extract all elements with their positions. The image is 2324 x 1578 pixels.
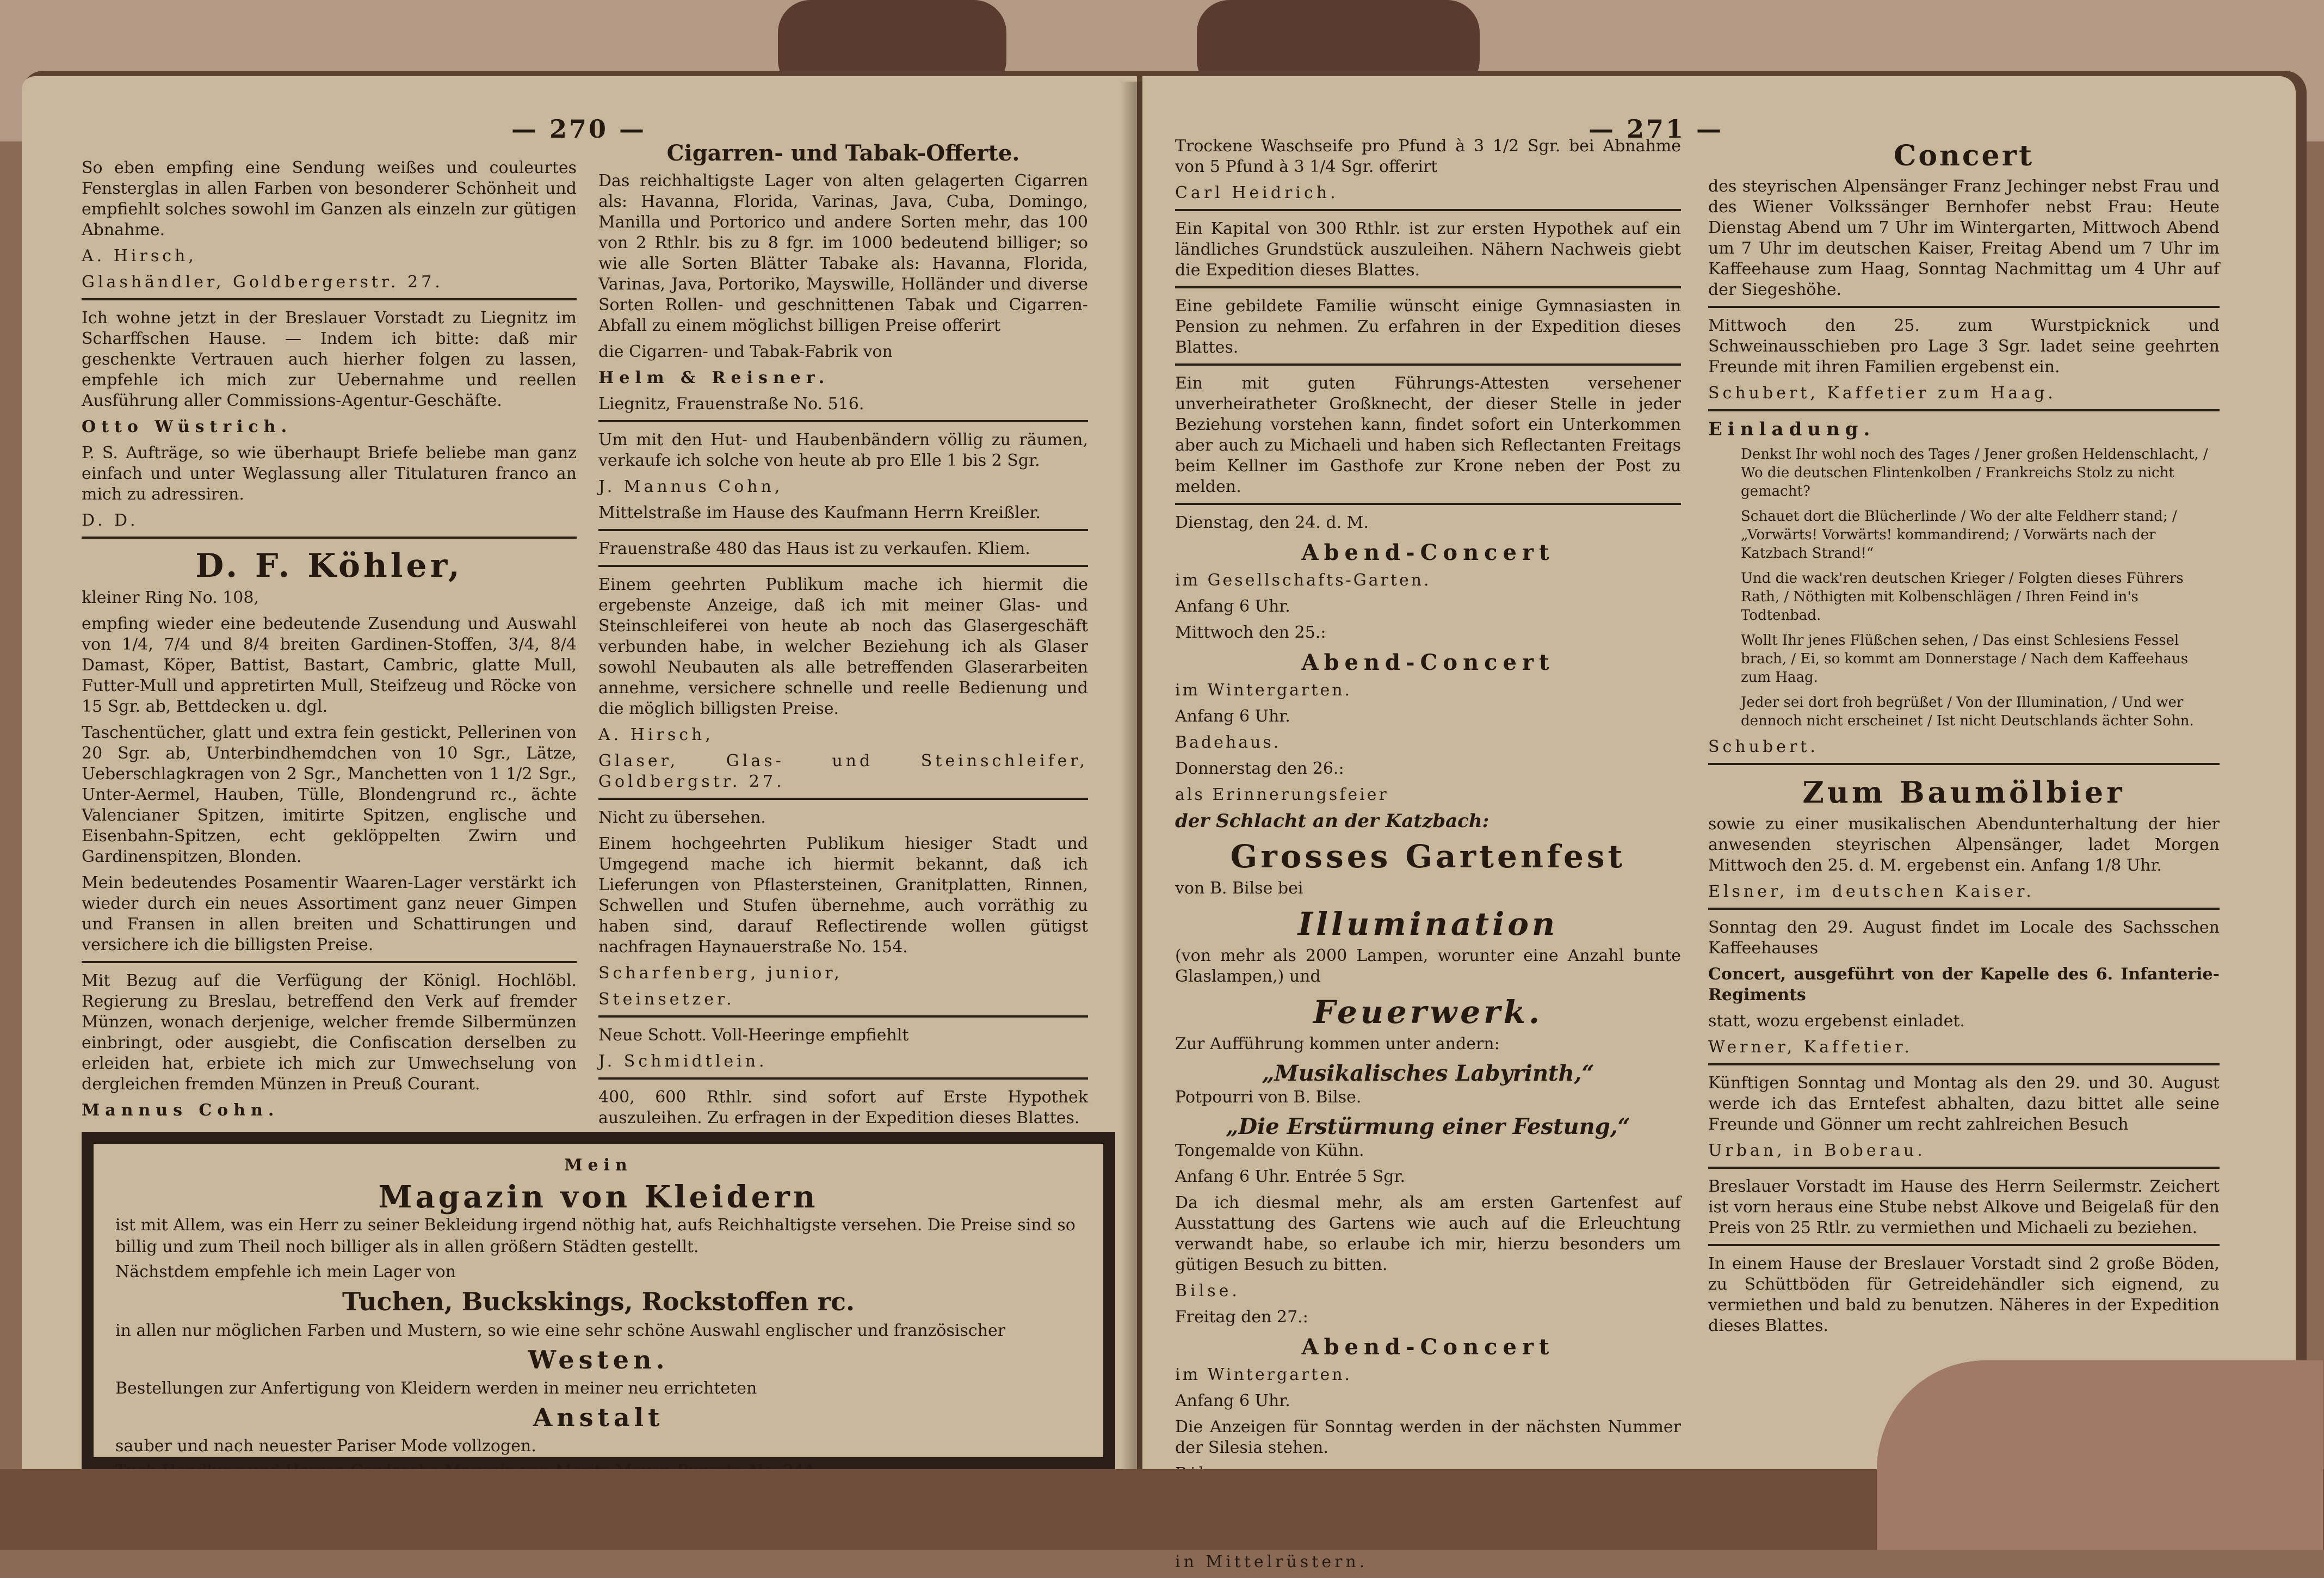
poem-stanza-5: Jeder sei dort froh begrüßet / Von der Illumination, / Und wer dennoch nicht erscheinet / Ist nicht Deutschlands ächter Sohn. — [1741, 694, 2194, 729]
clothing-ad-text-3: in allen nur möglichen Farben und Mustern, so wie eine sehr schöne Auswahl englischer und französischer — [115, 1321, 1006, 1340]
concert-3-note: Da ich diesmal mehr, als am ersten Gartenfest auf Ausstattung des Gartens wie auch auf die Erleuchtung verwandt habe, so erlaube ich mir, hierzu besonders um gütigen Besuch zu bitten. — [1175, 1193, 1681, 1274]
glass-ad: So eben empfing eine Sendung weißes und couleurtes Fensterglas in allen Farben von besonderer Schönheit und empfiehlt solches sowohl im Ganzen als einzeln zur gütigen Abnahme. — [82, 158, 577, 239]
concert-3-date: Donnerstag den 26.: — [1175, 759, 1344, 778]
concert-3-line-8: Zur Aufführung kommen unter andern: — [1175, 1034, 1500, 1053]
concert-4-date: Freitag den 27.: — [1175, 1308, 1308, 1327]
concert-2-date: Mittwoch den 25.: — [1175, 623, 1326, 642]
sunday-concert-title: Concert, ausgeführt von der Kapelle des 6. Infanterie-Regiments — [1708, 965, 2220, 1004]
moving-notice: Ich wohne jetzt in der Breslauer Vorstadt zu Liegnitz im Scharffschen Hause. — Indem ich bitte: daß mir geschenkte Vertrauen auch hierher folgen zu lassen, empfehle ich mich zur Uebernahme und reellen Ausführung aller Commissions-Agentur-Geschäfte. — [82, 309, 577, 410]
divider — [1708, 1244, 2220, 1246]
soap-ad-signature: Carl Heidrich. — [1175, 183, 1339, 202]
koehler-ad-text-3: Mein bedeutendes Posamentir Waaren-Lager verstärkt ich wieder durch ein neues Assortiment ganz neuer Gimpen und Fransen in allen breiten und Schattirungen und versichere ich die billigsten Preise. — [82, 873, 577, 954]
page-number-right: — 271 — — [1589, 114, 1724, 144]
poem-stanza-1: Denkst Ihr wohl noch des Tages / Jener großen Heldenschlacht, / Wo die deutschen Flintenkolben / Frankreichs Stolz zu nicht gemacht? — [1741, 446, 2208, 500]
moving-notice-ps-signature: D. D. — [82, 511, 139, 530]
poem-stanza-4: Wollt Ihr jenes Flüßchen sehen, / Das einst Schlesiens Fessel brach, / Ei, so kommt am Donnerstage / Nach dem Kaffeehaus zum Haag. — [1741, 632, 2189, 686]
concert-4-time: Anfang 6 Uhr. — [1175, 1391, 1290, 1410]
concert-4-place: im Wintergarten. — [1175, 1365, 1352, 1384]
garden-festival-title: Grosses Gartenfest — [1230, 838, 1626, 875]
beer-ad-title: Zum Baumölbier — [1802, 775, 2125, 810]
glazier-ad: Einem geehrten Publikum mache ich hiermit die ergebenste Anzeige, daß ich mit meiner Glas- und Steinschleiferei von heute ab noch das Glasergeschäft verbunden habe, in welcher Beziehung ich als Glaser sowohl Neubauten als alle betreffenden Glaserarbeiten annehme, versichere schnelle und reelle Bedienung und die möglich billigsten Preise. — [598, 575, 1088, 718]
herring-ad-signature: J. Schmidtlein. — [598, 1052, 768, 1071]
invitation-poem — [1741, 445, 2220, 730]
capital-ad: Ein Kapital von 300 Rthlr. ist zur ersten Hypothek auf ein ländliches Grundstück auszuleihen. Nähern Nachweis giebt die Expedition dieses Blattes. — [1175, 219, 1681, 280]
divider — [1175, 286, 1681, 288]
divider — [598, 565, 1088, 567]
loft-rent-ad: In einem Hause der Breslauer Vorstadt sind 2 große Böden, zu Schüttböden für Getreidehändler sich eignend, zu vermiethen und bald zu benutzen. Näheres in der Expedition dieses Blattes. — [1708, 1254, 2220, 1335]
right-column-2 — [1708, 136, 2220, 1342]
clothing-ad-title: Magazin von Kleidern — [378, 1179, 819, 1215]
concert-1-time: Anfang 6 Uhr. — [1175, 597, 1290, 616]
mortgage-ad: 400, 600 Rthlr. sind sofort auf Erste Hypothek auszuleihen. Zu erfragen in der Expedition dieses Blattes. — [598, 1088, 1088, 1127]
right-column-1 — [1175, 136, 1681, 1578]
divider — [598, 529, 1088, 531]
hand-holding-book — [1877, 1360, 2323, 1550]
house-sale: Frauenstraße 480 das Haus ist zu verkaufen. Kliem. — [598, 539, 1030, 558]
divider — [82, 298, 577, 300]
clothing-ad-vests: Westen. — [528, 1345, 669, 1374]
divider — [1175, 363, 1681, 366]
concert-2-title: Abend-Concert — [1301, 650, 1555, 675]
concert-4-title: Abend-Concert — [1301, 1334, 1555, 1360]
concert-2-place: im Wintergarten. — [1175, 681, 1352, 700]
koehler-address: kleiner Ring No. 108, — [82, 588, 259, 607]
coin-exchange-ad: Mit Bezug auf die Verfügung der Königl. Hochlöbl. Regierung zu Breslau, betreffend den Verk auf fremder Münzen, wonach derjenige, welcher fremde Silbermünzen einbringt, oder ausgiebt, die Confiscation derselben zu erleiden hat, erbiete ich mich zur Umwechselung von dergleichen fremden Münzen in Preuß Courant. — [82, 971, 577, 1094]
glass-ad-address: Glashändler, Goldbergerstr. 27. — [82, 273, 443, 292]
cigar-offer-text: Das reichhaltigste Lager von alten gelagerten Cigarren als: Havanna, Florida, Varinas, Java, Cuba, Domingo, Manilla und Portorico und andere Sorten mehr, das 100 von 2 Rthlr. bis zu 8 fgr. im 1000 bedeutend billiger; so wie alle Sorten Blätter Tabake als: Havanna, Florida, Varinas, Java, Portoriko, Mayswille, Holländer und diverse Sorten Rollen- und geschnittenen Tabak und Cigarren-Abfall zu einem möglichst billigen Preise offerirt — [598, 171, 1088, 335]
sausage-picnic-signature: Schubert, Kaffetier zum Haag. — [1708, 384, 2056, 403]
divider — [1708, 409, 2220, 411]
concert-ad-title: Concert — [1893, 139, 2035, 172]
divider — [1708, 908, 2220, 910]
ribbon-sale-signature: J. Mannus Cohn, — [598, 477, 783, 496]
clothing-ad-box — [82, 1132, 1115, 1469]
concert-2-time: Anfang 6 Uhr. — [1175, 707, 1290, 726]
cigar-offer-company: Helm & Reisner. — [598, 368, 830, 387]
concert-1-date: Dienstag, den 24. d. M. — [1175, 513, 1369, 532]
sunday-concert-text: statt, wozu ergebenst einladet. — [1708, 1012, 1965, 1031]
concert-3-line-2: der Schlacht an der Katzbach: — [1175, 810, 1489, 832]
not-to-miss-title: Nicht zu übersehen. — [598, 808, 766, 827]
page-number-left: — 270 — — [511, 114, 647, 144]
koehler-ad-text: empfing wieder eine bedeutende Zusendung und Auswahl von 1/4, 7/4 und 8/4 breiten Gardinen-Stoffen, 3/4, 8/4 Damast, Köper, Battist, Bastart, Cambric, glatte Mull, Futter-Mull und appretirten Mull, Steifzeug und Röcke von 15 Sgr. ab, Bettdecken u. dgl. — [82, 614, 577, 716]
concert-3-line-4: von B. Bilse bei — [1175, 879, 1303, 898]
left-column-1 — [82, 158, 577, 1126]
alpine-singers-ad: des steyrischen Alpensänger Franz Jechinger nebst Frau und des Wiener Volkssänger Bernhofer nebst Frau: Heute Dienstag Abend um 7 Uhr im Wintergarten, Mittwoch Abend um 7 Uhr im deutschen Kaiser, Freitag Abend um 7 Uhr im Kaffeehause zum Haag, Sonntag Nachmittag um 4 Uhr auf der Siegeshöhe. — [1708, 177, 2220, 299]
divider — [598, 1015, 1088, 1018]
concert-3-line-6: (von mehr als 2000 Lampen, worunter eine Anzahl bunte Glaslampen,) und — [1175, 946, 1681, 986]
poem-stanza-2: Schauet dort die Blücherlinde / Wo der alte Feldherr stand; / „Vorwärts! Vorwärts! kommandirend; / Vorwärts nach der Katzbach Strand!“ — [1741, 508, 2177, 562]
divider — [82, 961, 577, 963]
sunday-concert-ad: Sonntag den 29. August findet im Locale des Sachsschen Kaffeehauses — [1708, 918, 2220, 958]
clothing-ad-fabrics: Tuchen, Buckskings, Rockstoffen rc. — [342, 1287, 855, 1316]
coin-exchange-signature: Mannus Cohn. — [82, 1101, 280, 1120]
left-column-2 — [598, 136, 1088, 1134]
cigar-offer-signature: die Cigarren- und Tabak-Fabrik von — [598, 342, 893, 361]
clothing-ad-text-1: ist mit Allem, was ein Herr zu seiner Bekleidung irgend nöthig hat, aufs Reichhaltigste versehen. Die Preise sind so billig und zum Theil noch billiger als in allen größern Städten gestellt. — [115, 1216, 1076, 1256]
divider — [598, 798, 1088, 800]
poem-signature: Schubert. — [1708, 737, 1819, 756]
farmhand-ad: Ein mit guten Führungs-Attesten versehener unverheiratheter Großknecht, der dieser Stelle in jeder Beziehung vorstehen kann, findet sofort ein Unterkommen aber auch zu Michaeli und haben sich Reflectanten Freitags beim Kellner im Gasthofe zur Krone neben der Post zu melden. — [1175, 374, 1681, 496]
cigar-offer-address: Liegnitz, Frauenstraße No. 516. — [598, 394, 864, 414]
soap-ad: Trockene Waschseife pro Pfund à 3 1/2 Sgr. bei Abnahme von 5 Pfund à 3 1/4 Sgr. offerirt — [1175, 137, 1681, 176]
bathhouse-label: Badehaus. — [1175, 733, 1281, 752]
moving-notice-signature: Otto Wüstrich. — [82, 417, 293, 436]
illumination-title: Illumination — [1297, 905, 1559, 942]
glass-ad-signature: A. Hirsch, — [82, 246, 197, 266]
divider — [1708, 1167, 2220, 1169]
ribbon-sale: Um mit den Hut- und Haubenbändern völlig zu räumen, verkaufe ich solche von heute ab pro Elle 1 bis 2 Sgr. — [598, 430, 1088, 470]
divider — [598, 420, 1088, 422]
concert-3-signature: Bilse. — [1175, 1281, 1240, 1300]
clothing-ad-text-5: sauber und nach neuester Pariser Mode vollzogen. — [115, 1437, 536, 1456]
clothing-ad-atelier: Anstalt — [533, 1403, 664, 1432]
invitation-title: Einladung. — [1708, 418, 1876, 440]
room-rent-ad: Breslauer Vorstadt im Hause des Herrn Seilermstr. Zeichert ist vorn heraus eine Stube nebst Alkove und Beigelaß für den Preis von 25 Rtlr. zu vermiethen und Michaeli zu beziehen. — [1708, 1177, 2220, 1237]
cigar-offer-title: Cigarren- und Tabak-Offerte. — [666, 140, 1020, 166]
herring-ad: Neue Schott. Voll-Heeringe empfiehlt — [598, 1026, 909, 1045]
ribbon-sale-address: Mittelstraße im Hause des Kaufmann Herrn Kreißler. — [598, 503, 1041, 522]
harvest-festival-signature: Urban, in Boberau. — [1708, 1141, 1926, 1160]
concert-1-place: im Gesellschafts-Garten. — [1175, 571, 1431, 590]
right-page — [1142, 76, 2296, 1571]
pension-ad: Eine gebildete Familie wünscht einige Gymnasiasten in Pension zu nehmen. Zu erfahren in der Expedition dieses Blattes. — [1175, 297, 1681, 357]
concert-3-line-1: als Erinnerungsfeier — [1175, 785, 1389, 804]
concert-3-line-10: Potpourri von B. Bilse. — [1175, 1088, 1362, 1107]
program-item-1: „Musikalisches Labyrinth,“ — [1262, 1061, 1594, 1086]
sunday-concert-signature: Werner, Kaffetier. — [1708, 1038, 1913, 1057]
glazier-ad-address: Glaser, Glas- und Steinschleifer, Goldbergstr. 27. — [598, 751, 1088, 791]
stone-delivery-signature: Scharfenberg, junior, — [598, 964, 843, 983]
divider — [1708, 763, 2220, 765]
koehler-name: D. F. Köhler, — [195, 547, 463, 585]
stone-delivery-ad: Einem hochgeehrten Publikum hiesiger Stadt und Umgegend mache ich hiermit bekannt, daß ich Lieferungen von Pflastersteinen, Granitplatten, Rinnen, Schwellen und Stufen übernehme, auch vorräthig zu haben sind, darauf Reflectirende wollen gütigst nachfragen Haynauerstraße No. 154. — [598, 834, 1088, 957]
divider — [1708, 1063, 2220, 1065]
divider — [1175, 209, 1681, 211]
moving-notice-ps: P. S. Aufträge, so wie überhaupt Briefe beliebe man ganz einfach und unter Weglassung aller Titulaturen franco an mich zu adressiren. — [82, 443, 577, 504]
divider — [598, 1077, 1088, 1080]
divider — [1708, 306, 2220, 308]
clothing-ad-text-2: Nächstdem empfehle ich mein Lager von — [115, 1262, 456, 1281]
beer-ad-text: sowie zu einer musikalischen Abendunterhaltung der hier anwesenden steyrischen Alpensänger, ladet Morgen Mittwoch den 25. d. M. ergebenst ein. Anfang 1/8 Uhr. — [1708, 815, 2220, 875]
harvest-ad-place: in Mittelrüstern. — [1175, 1552, 1368, 1571]
clothing-ad-mein: Mein — [564, 1156, 633, 1175]
fireworks-title: Feuerwerk. — [1313, 994, 1543, 1031]
glazier-ad-signature: A. Hirsch, — [598, 725, 714, 744]
program-item-2: „Die Erstürmung einer Festung,“ — [1226, 1114, 1630, 1139]
harvest-festival-ad: Künftigen Sonntag und Montag als den 29. und 30. August werde ich das Erntefest abhalten, dazu bittet alle seine Freunde und Gönner um recht zahlreichen Besuch — [1708, 1074, 2220, 1134]
koehler-ad-text-2: Taschentücher, glatt und extra fein gestickt, Pellerinen von 20 Sgr. ab, Unterbindhemdchen von 10 Sgr., Lätze, Ueberschlagkragen von 2 Sgr., Manchetten von 1 1/2 Sgr., Unter-Aermel, Hauben, Tülle, Blondengrund rc., ächte Valencianer Spitzen, imitirte Spitzen, englische und Eisenbahn-Spitzen, echt geklöppelten Zwirn und Gardinenspitzen, Blonden. — [82, 723, 577, 866]
concert-3-line-12: Tongemalde von Kühn. — [1175, 1141, 1364, 1160]
clothing-ad-text-4: Bestellungen zur Anfertigung von Kleidern werden in meiner neu errichteten — [115, 1379, 757, 1398]
stone-delivery-role: Steinsetzer. — [598, 990, 735, 1009]
concert-3-line-13: Anfang 6 Uhr. Entrée 5 Sgr. — [1175, 1167, 1406, 1186]
poem-stanza-3: Und die wack'ren deutschen Krieger / Folgten dieses Führers Rath, / Nöthigten mit Kolbenschlägen / Ihren Feind in's Todtenbad. — [1741, 570, 2184, 624]
divider — [1175, 503, 1681, 505]
concert-1-title: Abend-Concert — [1301, 540, 1555, 565]
beer-ad-signature: Elsner, im deutschen Kaiser. — [1708, 882, 2035, 901]
divider — [82, 537, 577, 539]
concert-4-note: Die Anzeigen für Sonntag werden in der nächsten Nummer der Silesia stehen. — [1175, 1417, 1681, 1457]
sausage-picnic-ad: Mittwoch den 25. zum Wurstpicknick und Schweinausschieben pro Lage 3 Sgr. ladet seine geehrten Freunde mit ihren Familien ergebenst ein. — [1708, 316, 2220, 377]
